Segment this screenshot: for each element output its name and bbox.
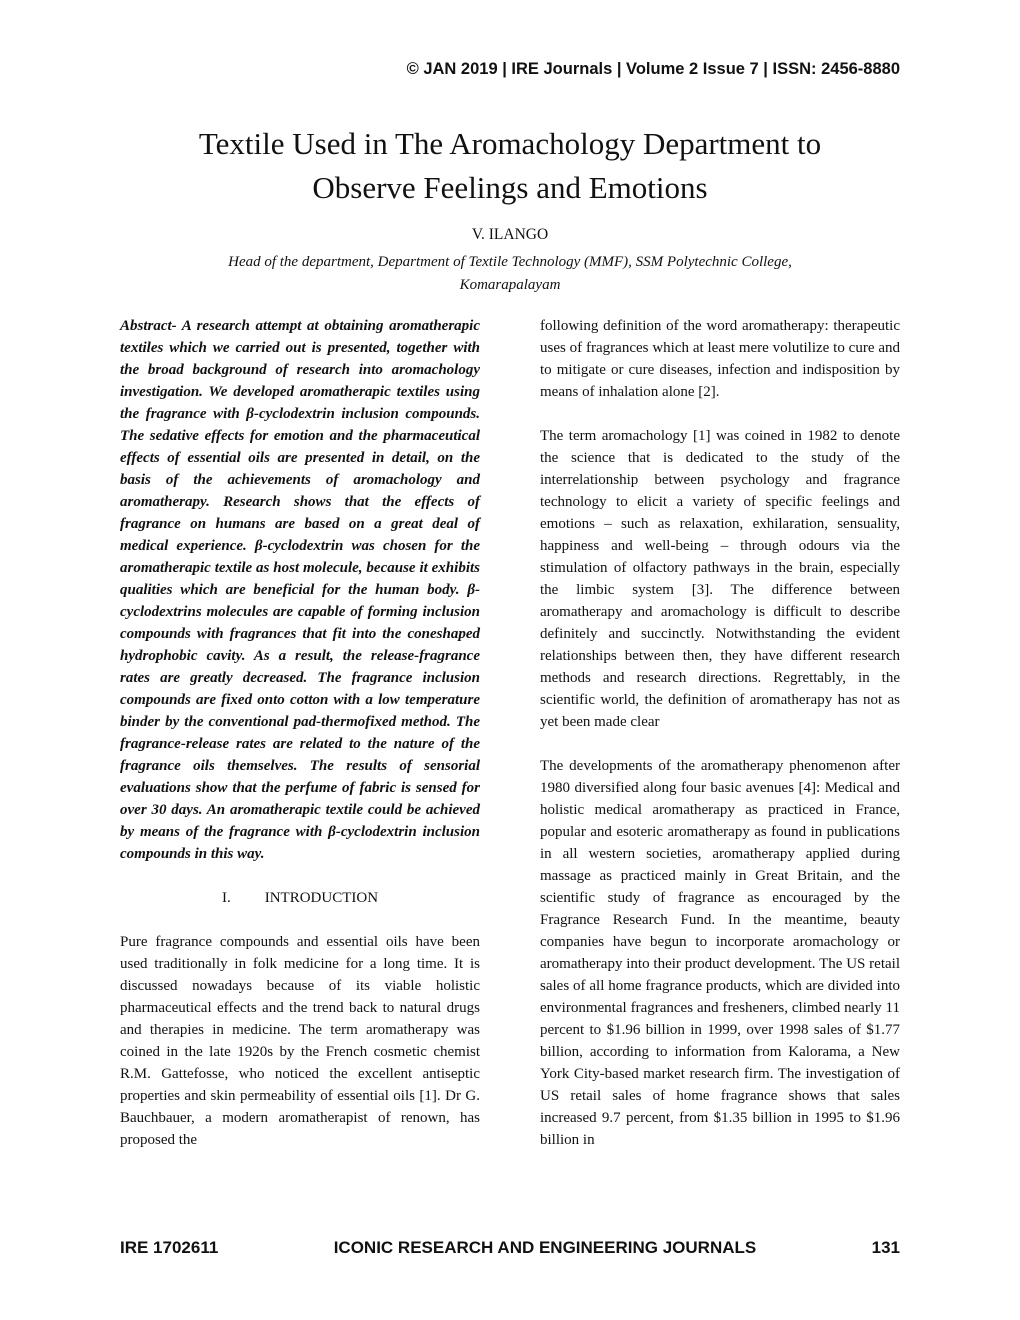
footer-paper-id: IRE 1702611 [120, 1238, 219, 1257]
paragraph-4: The developments of the aromatherapy phenomenon after 1980 diversified along four basic avenues [4]: Medical and holistic medical aromatherapy as practiced in France, popular and esoteric aromatherapy as found in publications in all western societies, aromatherapy applied during massage as practiced mainly in Great Britain, and the scientific study of fragrance as encouraged by the Fragrance Research Fund. In the meantime, beauty companies have begun to incorporate aromachology or aromatherapy into their product development. The US retail sales of all home fragrance products, which are divided into environmental fragrances and fresheners, climbed nearly 11 percent to $1.96 billion in 1999, over 1998 sales of $1.77 billion, according to information from Kalorama, a New York City-based market research firm. The investigation of US retail sales of home fragrance shows that sales increased 9.7 percent, from $1.35 billion in 1995 to $1.96 billion in [540, 758, 900, 1148]
page-footer [120, 1238, 900, 1258]
author-affiliation [165, 251, 855, 297]
paper-title [120, 122, 900, 210]
author-name: V. ILANGO [471, 226, 549, 243]
right-column [540, 315, 900, 1151]
left-column [120, 315, 480, 1151]
section-heading-introduction [120, 887, 480, 909]
paragraph-3: The term aromachology [1] was coined in 1982 to denote the science that is dedicated to the study of the interrelationship between psychology and fragrance technology to elicit a variety of specific feelings and emotions – such as relaxation, exhilaration, sensuality, happiness and well-being – through odours via the stimulation of olfactory pathways in the brain, especially the limbic system [3]. The difference between aromatherapy and aromachology is difficult to describe definitely and succinctly. Notwithstanding the evident relationships between then, they have different research methods and research directions. Regrettably, in the scientific world, the definition of aromatherapy has not as yet been made clear [540, 428, 900, 730]
footer-journal-name: ICONIC RESEARCH AND ENGINEERING JOURNALS [333, 1238, 757, 1257]
section-number: I. [221, 890, 231, 906]
abstract: Abstract- A research attempt at obtaining aromatherapic textiles which we carried out is presented, together with the broad background of research into aromachology investigation. We developed aromatherapic textiles using the fragrance with β-cyclodextrin inclusion compounds. The sedative effects for emotion and the pharmaceutical effects of essential oils are presented in detail, on the basis of the achievements of aromachology and aromatherapy. Research shows that the effects of fragrance on humans are based on a great deal of medical experience. β-cyclodextrin was chosen for the aromatherapic textile as host molecule, because it exhibits qualities which are beneficial for the human body. β-cyclodextrins molecules are capable of forming inclusion compounds with fragrances that fit into the coneshaped hydrophobic cavity. As a result, the release-fragrance rates are greatly decreased. The fragrance inclusion compounds are fixed onto cotton with a low temperature binder by the conventional pad-thermofixed method. The fragrance-release rates are related to the nature of the fragrance oils themselves. The results of sensorial evaluations show that the perfume of fabric is sensed for over 30 days. An aromatherapic textile could be achieved by means of the fragrance with β-cyclodextrin inclusion compounds in this way. [120, 318, 480, 862]
affiliation-line-2: Komarapalayam [459, 277, 561, 293]
paragraph-2: following definition of the word aromatherapy: therapeutic uses of fragrances which at least mere volutilize to cure and to mitigate or cure diseases, infection and indisposition by means of inhalation alone [2]. [540, 318, 900, 400]
running-header: © JAN 2019 | IRE Journals | Volume 2 Issue 7 | ISSN: 2456-8880 [406, 60, 900, 78]
title-line-2: Observe Feelings and Emotions [312, 170, 708, 205]
footer-page-number: 131 [871, 1238, 900, 1257]
title-line-1: Textile Used in The Aromachology Department to [198, 126, 822, 161]
affiliation-line-1: Head of the department, Department of Textile Technology (MMF), SSM Polytechnic College, [228, 254, 792, 270]
section-title: INTRODUCTION [264, 890, 379, 906]
paragraph-1: Pure fragrance compounds and essential oils have been used traditionally in folk medicine for a long time. It is discussed nowadays because of its viable holistic pharmaceutical effects and the trend back to natural drugs and therapies in medicine. The term aromatherapy was coined in the late 1920s by the French cosmetic chemist R.M. Gattefosse, who noticed the excellent antiseptic properties and skin permeability of essential oils [1]. Dr G. Bauchbauer, a modern aromatherapist of renown, has proposed the [120, 934, 480, 1148]
